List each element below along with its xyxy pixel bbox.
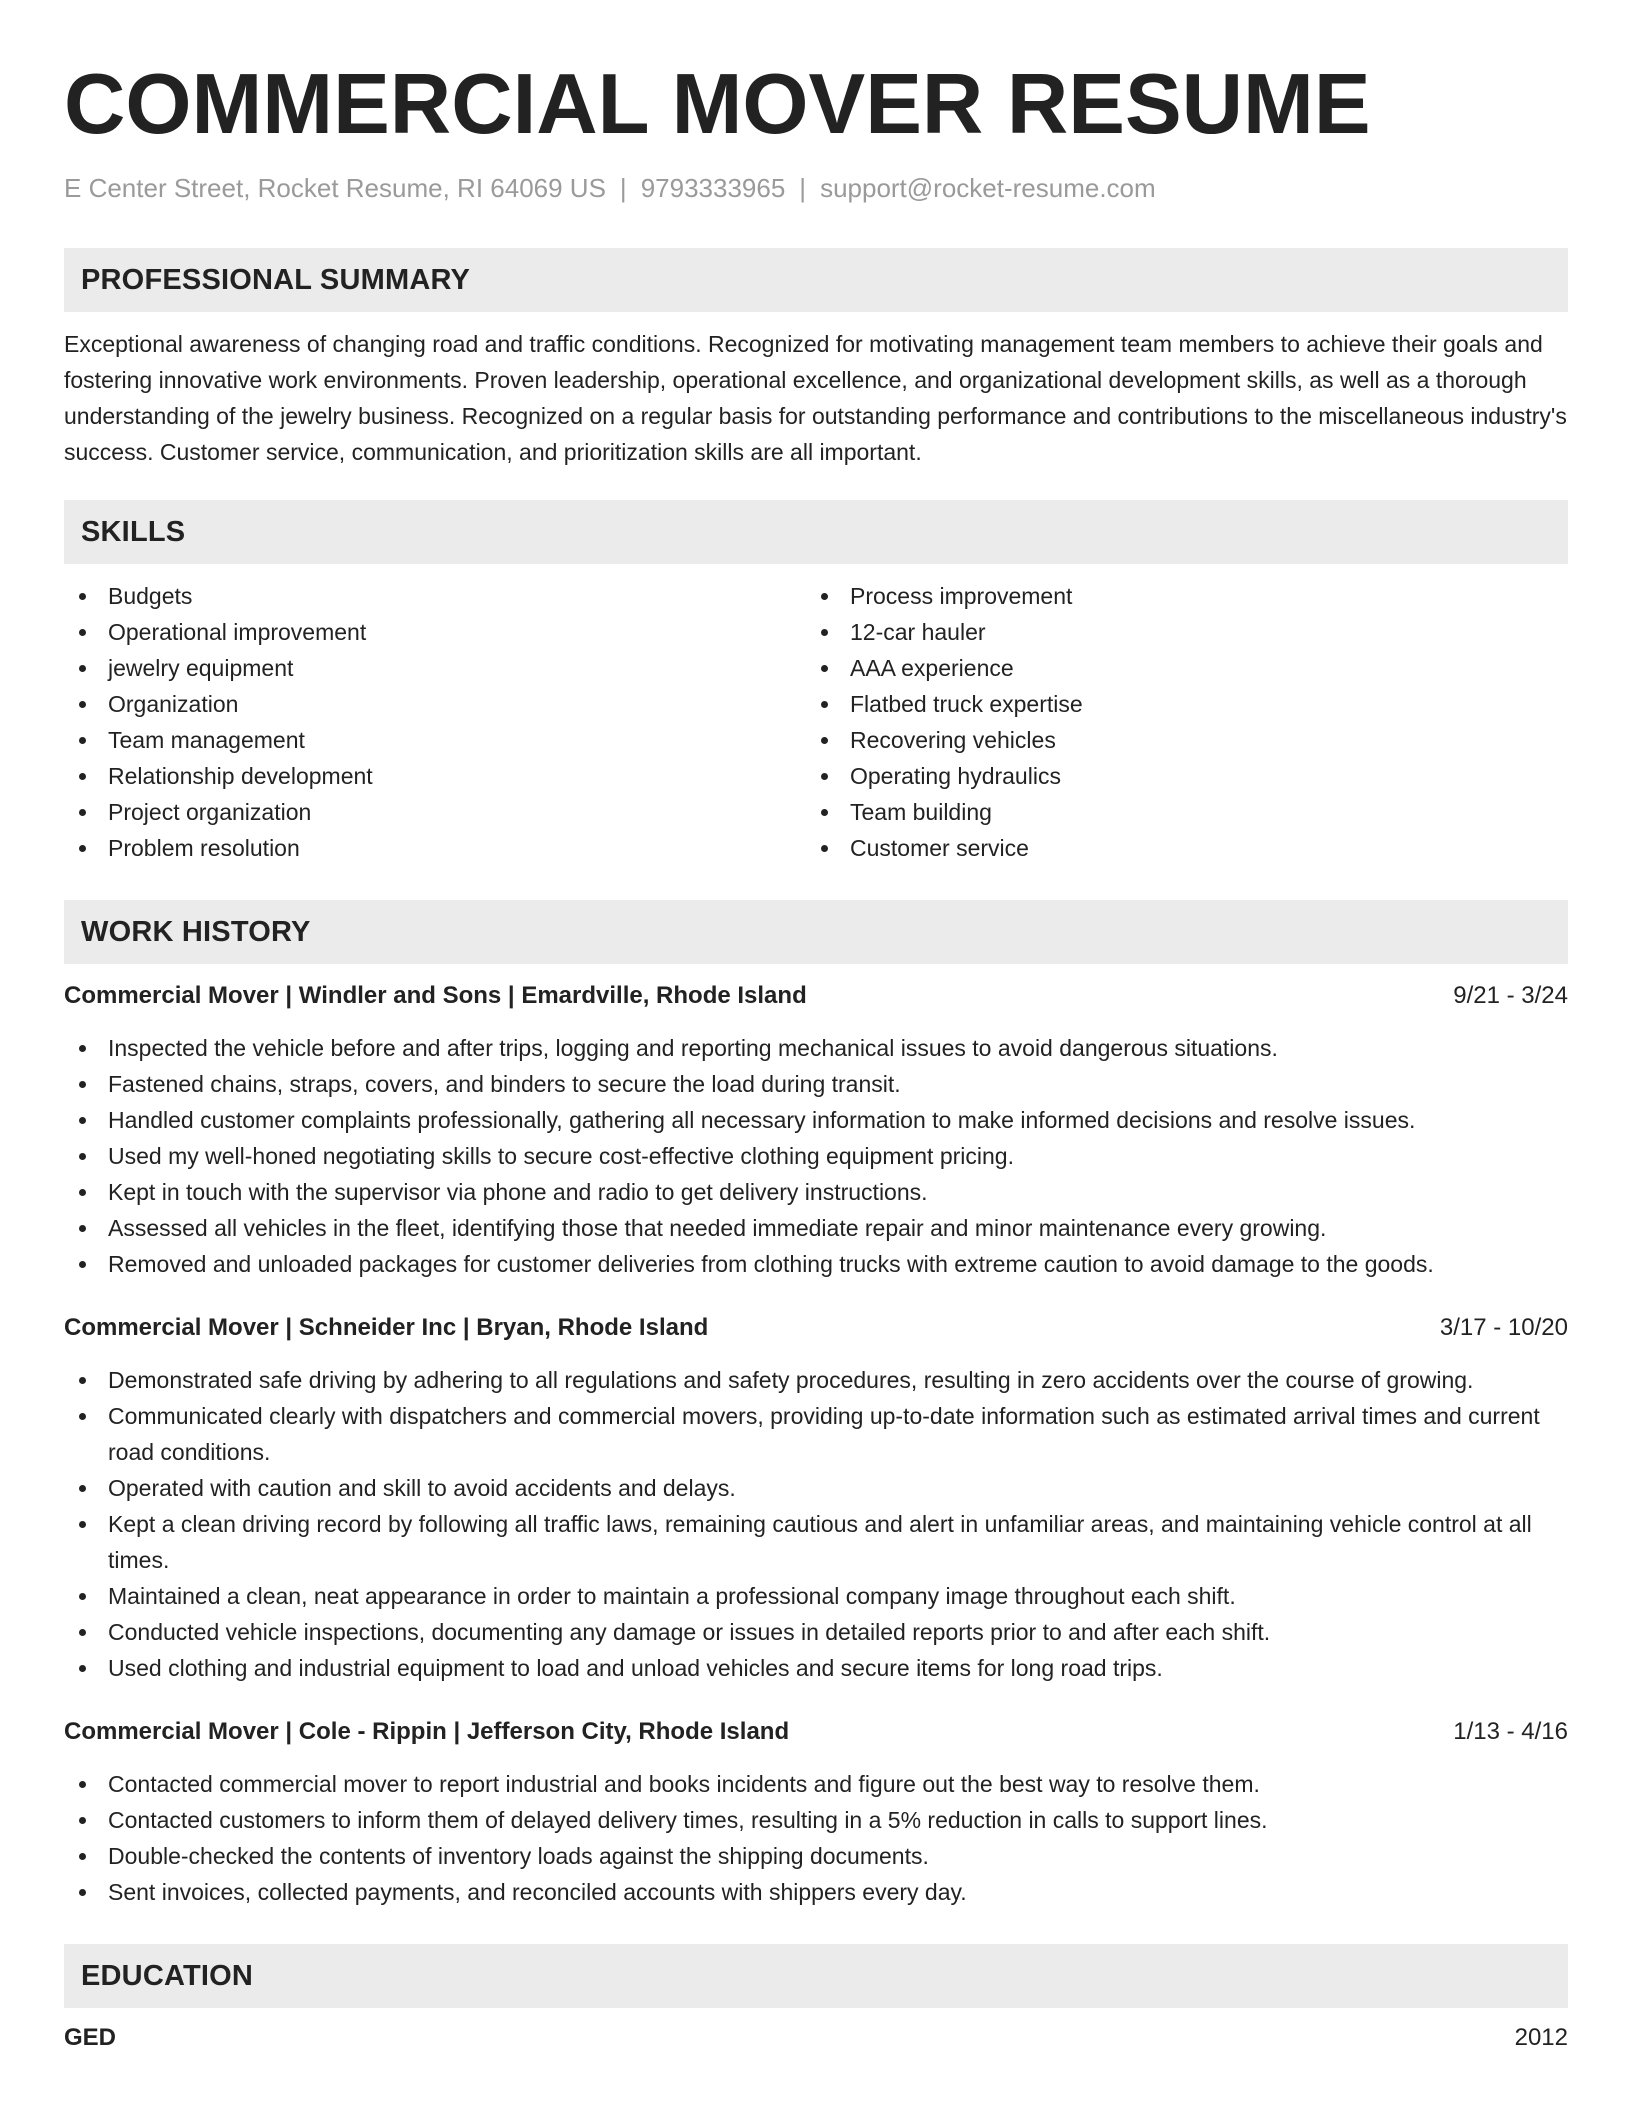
- job-duty: Inspected the vehicle before and after trips, logging and reporting mechanical issues to avoid dangerous situations.: [64, 1030, 1568, 1066]
- skill-item: Project organization: [64, 794, 806, 830]
- resume-title: COMMERCIAL MOVER RESUME: [64, 57, 1371, 152]
- job-entry: [64, 978, 1568, 1282]
- work-history-heading: WORK HISTORY: [64, 900, 1568, 964]
- job-header: [64, 1310, 1568, 1346]
- job-title: Commercial Mover | Cole - Rippin | Jefferson City, Rhode Island: [64, 1718, 790, 1745]
- skills-heading: SKILLS: [64, 500, 1568, 564]
- education-year: 2012: [1514, 2024, 1568, 2051]
- skill-item: Team management: [64, 722, 806, 758]
- summary-heading: PROFESSIONAL SUMMARY: [64, 248, 1568, 312]
- job-entry: [64, 1714, 1568, 1910]
- job-duty: Conducted vehicle inspections, documenting any damage or issues in detailed reports prior to and after each shift.: [64, 1614, 1568, 1650]
- job-dates: 1/13 - 4/16: [1453, 1718, 1568, 1745]
- job-duty: Communicated clearly with dispatchers and commercial movers, providing up-to-date information such as estimated arrival times and current road conditions.: [64, 1398, 1568, 1470]
- skill-item: Relationship development: [64, 758, 806, 794]
- skill-item: AAA experience: [806, 650, 1548, 686]
- job-duty: Used my well-honed negotiating skills to secure cost-effective clothing equipment pricing.: [64, 1138, 1568, 1174]
- contact-line: [64, 170, 1568, 206]
- job-duties: [64, 1766, 1568, 1910]
- job-header: [64, 978, 1568, 1014]
- summary-text: Exceptional awareness of changing road and traffic conditions. Recognized for motivating management team members to achieve their goals and fostering innovative work environments. Proven leadership, operational excellence, and organizational development skills, as well as a thorough understanding of the jewelry business. Recognized on a regular basis for outstanding performance and contributions to the miscellaneous industry's success. Customer service, communication, and prioritization skills are all important.: [64, 331, 1567, 465]
- job-duty: Operated with caution and skill to avoid accidents and delays.: [64, 1470, 1568, 1506]
- job-duties: [64, 1362, 1568, 1686]
- job-entry: [64, 1310, 1568, 1686]
- skills-column-left: [64, 578, 806, 866]
- skill-item: 12-car hauler: [806, 614, 1548, 650]
- job-duty: Assessed all vehicles in the fleet, identifying those that needed immediate repair and minor maintenance every growing.: [64, 1210, 1568, 1246]
- resume-page: [64, 50, 1568, 2056]
- job-duty: Demonstrated safe driving by adhering to all regulations and safety procedures, resulting in zero accidents over the course of growing.: [64, 1362, 1568, 1398]
- skill-item: jewelry equipment: [64, 650, 806, 686]
- education-heading: EDUCATION: [64, 1944, 1568, 2008]
- contact-email: support@rocket-resume.com: [820, 173, 1156, 203]
- job-duty: Handled customer complaints professionally, gathering all necessary information to make informed decisions and resolve issues.: [64, 1102, 1568, 1138]
- skill-item: Team building: [806, 794, 1548, 830]
- job-title: Commercial Mover | Schneider Inc | Bryan, Rhode Island: [64, 1314, 709, 1341]
- contact-address: E Center Street, Rocket Resume, RI 64069 US: [64, 173, 606, 203]
- skill-item: Problem resolution: [64, 830, 806, 866]
- skill-item: Operational improvement: [64, 614, 806, 650]
- job-dates: 3/17 - 10/20: [1439, 1314, 1568, 1341]
- job-duty: Used clothing and industrial equipment to load and unload vehicles and secure items for long road trips.: [64, 1650, 1568, 1686]
- job-duty: Contacted commercial mover to report industrial and books incidents and figure out the best way to resolve them.: [64, 1766, 1568, 1802]
- contact-separator: |: [619, 173, 627, 203]
- skill-item: Operating hydraulics: [806, 758, 1548, 794]
- job-duty: Contacted customers to inform them of delayed delivery times, resulting in a 5% reduction in calls to support lines.: [64, 1802, 1568, 1838]
- contact-phone: 9793333965: [640, 173, 786, 203]
- skill-item: Flatbed truck expertise: [806, 686, 1548, 722]
- job-duty: Double-checked the contents of inventory loads against the shipping documents.: [64, 1838, 1568, 1874]
- job-duty: Fastened chains, straps, covers, and binders to secure the load during transit.: [64, 1066, 1568, 1102]
- job-duty: Kept a clean driving record by following all traffic laws, remaining cautious and alert in unfamiliar areas, and maintaining vehicle control at all times.: [64, 1506, 1568, 1578]
- job-dates: 9/21 - 3/24: [1453, 982, 1568, 1009]
- education-degree: GED: [64, 2024, 117, 2051]
- skills-list: [64, 578, 1568, 866]
- job-duties: [64, 1030, 1568, 1282]
- skill-item: Recovering vehicles: [806, 722, 1548, 758]
- job-duty: Sent invoices, collected payments, and reconciled accounts with shippers every day.: [64, 1874, 1568, 1910]
- skill-item: Process improvement: [806, 578, 1548, 614]
- skill-item: Organization: [64, 686, 806, 722]
- education-entry: [64, 2020, 1568, 2056]
- skill-item: Budgets: [64, 578, 806, 614]
- job-duty: Kept in touch with the supervisor via phone and radio to get delivery instructions.: [64, 1174, 1568, 1210]
- contact-separator: |: [799, 173, 807, 203]
- skills-column-right: [806, 578, 1548, 866]
- skill-item: Customer service: [806, 830, 1548, 866]
- job-header: [64, 1714, 1568, 1750]
- job-title: Commercial Mover | Windler and Sons | Emardville, Rhode Island: [64, 982, 807, 1009]
- job-duty: Maintained a clean, neat appearance in order to maintain a professional company image throughout each shift.: [64, 1578, 1568, 1614]
- job-duty: Removed and unloaded packages for customer deliveries from clothing trucks with extreme caution to avoid damage to the goods.: [64, 1246, 1568, 1282]
